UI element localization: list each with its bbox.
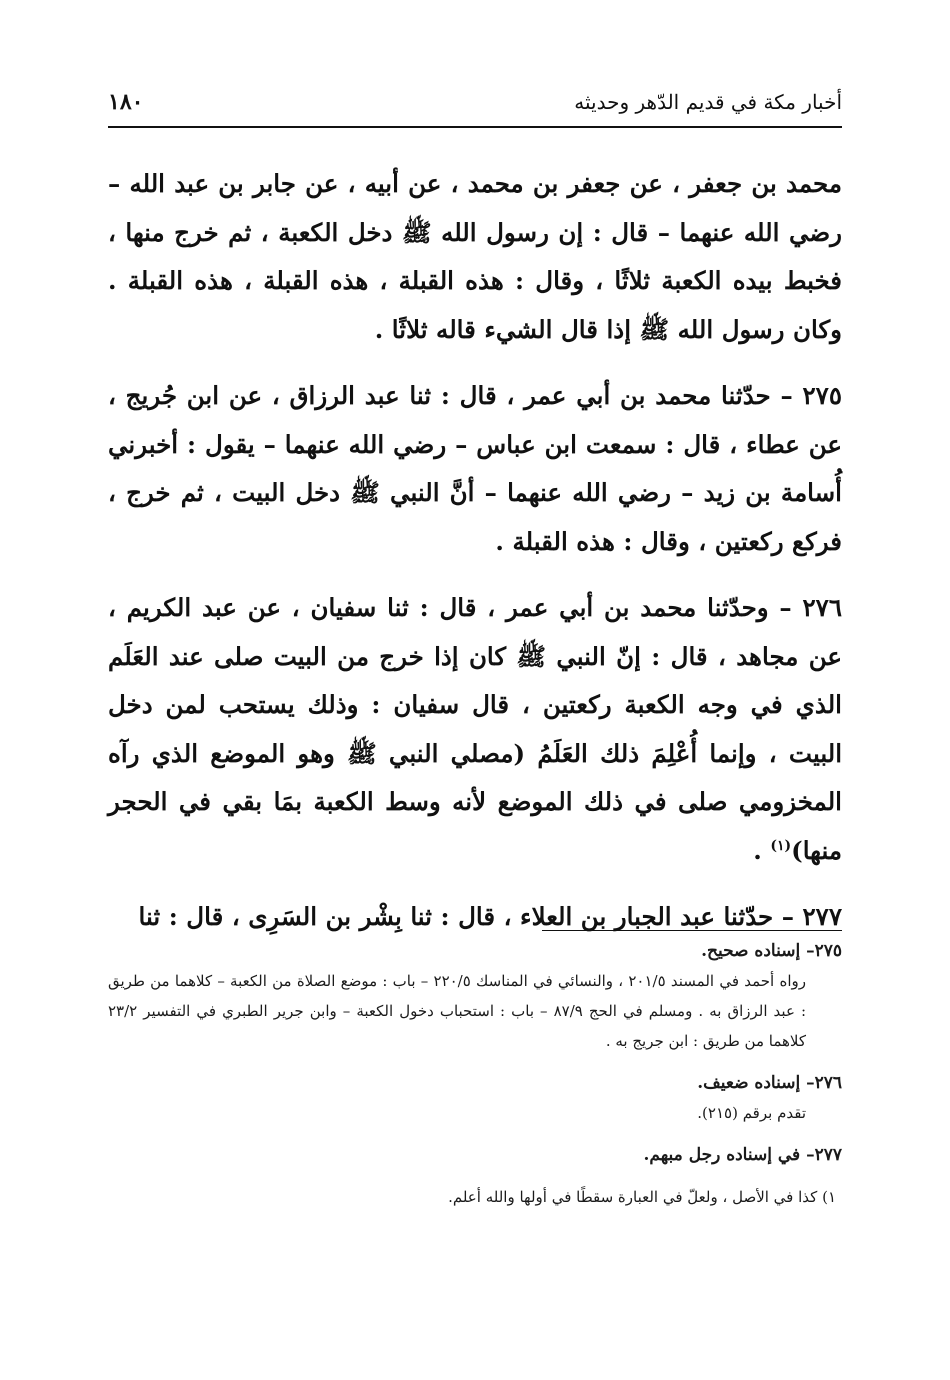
footnote-277	[108, 1140, 842, 1170]
footnote-label: ٢٧٧– في إسناده رجل مبهم.	[643, 1145, 842, 1165]
footnote-marker: (١)	[770, 837, 792, 854]
footnote-divider	[542, 930, 842, 931]
hadith-276-text: ٢٧٦ – وحدّثنا محمد بن أبي عمر ، قال : ثنا سفيان ، عن عبد الكريم ، عن مجاهد ، قال : إنّ النبي ﷺ كان إذا خرج من البيت صلى عند العَلَم الذي في وجه الكعبة ركعتين ، قال سفيان : وذلك يستحب لمن دخل البيت ، وإنما أُعْلِمَ ذلك العَلَمُ (مصلي النبي ﷺ وهو الموضع الذي رآه المخزومي صلى في ذلك الموضع لأنه وسط الكعبة بمَا بقي في الحجر منها)	[108, 593, 842, 865]
running-title: أخبار مكة في قديم الدّهر وحديثه	[574, 90, 842, 114]
footnote-label: ٢٧٦– إسناده ضعيف.	[697, 1073, 842, 1093]
page-number: ١٨٠	[108, 89, 144, 115]
footnote-text: رواه أحمد في المسند ٢٠١/٥ ، والنسائي في المناسك ٢٢٠/٥ – باب : موضع الصلاة من الكعبة – كلاهما من طريق : عبد الرزاق به . ومسلم في الحج ٨٧/٩ – باب : استحباب دخول الكعبة – وابن جرير الطبري في التفسير ٢٣/٢ كلاهما من طريق : ابن جريج به .	[108, 972, 806, 1050]
running-header	[108, 82, 842, 122]
paragraph-hadith-275: ٢٧٥ – حدّثنا محمد بن أبي عمر ، قال : ثنا عبد الرزاق ، عن ابن جُريج ، عن عطاء ، قال : سمعت ابن عباس – رضي الله عنهما – يقول : أخبرني أُسامة بن زيد – رضي الله عنهما – أنَّ النبي ﷺ دخل البيت ، ثم خرج ، فركع ركعتين ، وقال : هذه القبلة .	[108, 381, 842, 556]
footnote-1: ١) كذا في الأصل ، ولعلّ في العبارة سقطًا في أولها والله أعلم.	[448, 1188, 836, 1206]
footnote-276	[108, 1068, 842, 1128]
footnote-label: ٢٧٥– إسناده صحيح.	[701, 941, 842, 961]
footnote-text: تقدم برقم (٢١٥).	[697, 1104, 806, 1122]
main-text	[108, 160, 842, 960]
paragraph-hadith-276	[108, 584, 842, 875]
hadith-276-closing: .	[753, 835, 771, 865]
header-divider	[108, 126, 842, 128]
footnotes-section	[108, 936, 842, 1212]
paragraph-hadith-277: ٢٧٧ – حدّثنا عبد الجبار بن العلاء ، قال : ثنا بِشْر بن السَرِى ، قال : ثنا	[138, 902, 842, 931]
paragraph-hadith-continuation: محمد بن جعفر ، عن جعفر بن محمد ، عن أبيه ، عن جابر بن عبد الله – رضي الله عنهما – قال : إن رسول الله ﷺ دخل الكعبة ، ثم خرج منها ، فخبط بيده الكعبة ثلاثًا ، وقال : هذه القبلة ، هذه القبلة ، هذه القبلة . وكان رسول الله ﷺ إذا قال الشيء قاله ثلاثًا .	[108, 169, 842, 344]
footnote-275	[108, 936, 842, 1056]
